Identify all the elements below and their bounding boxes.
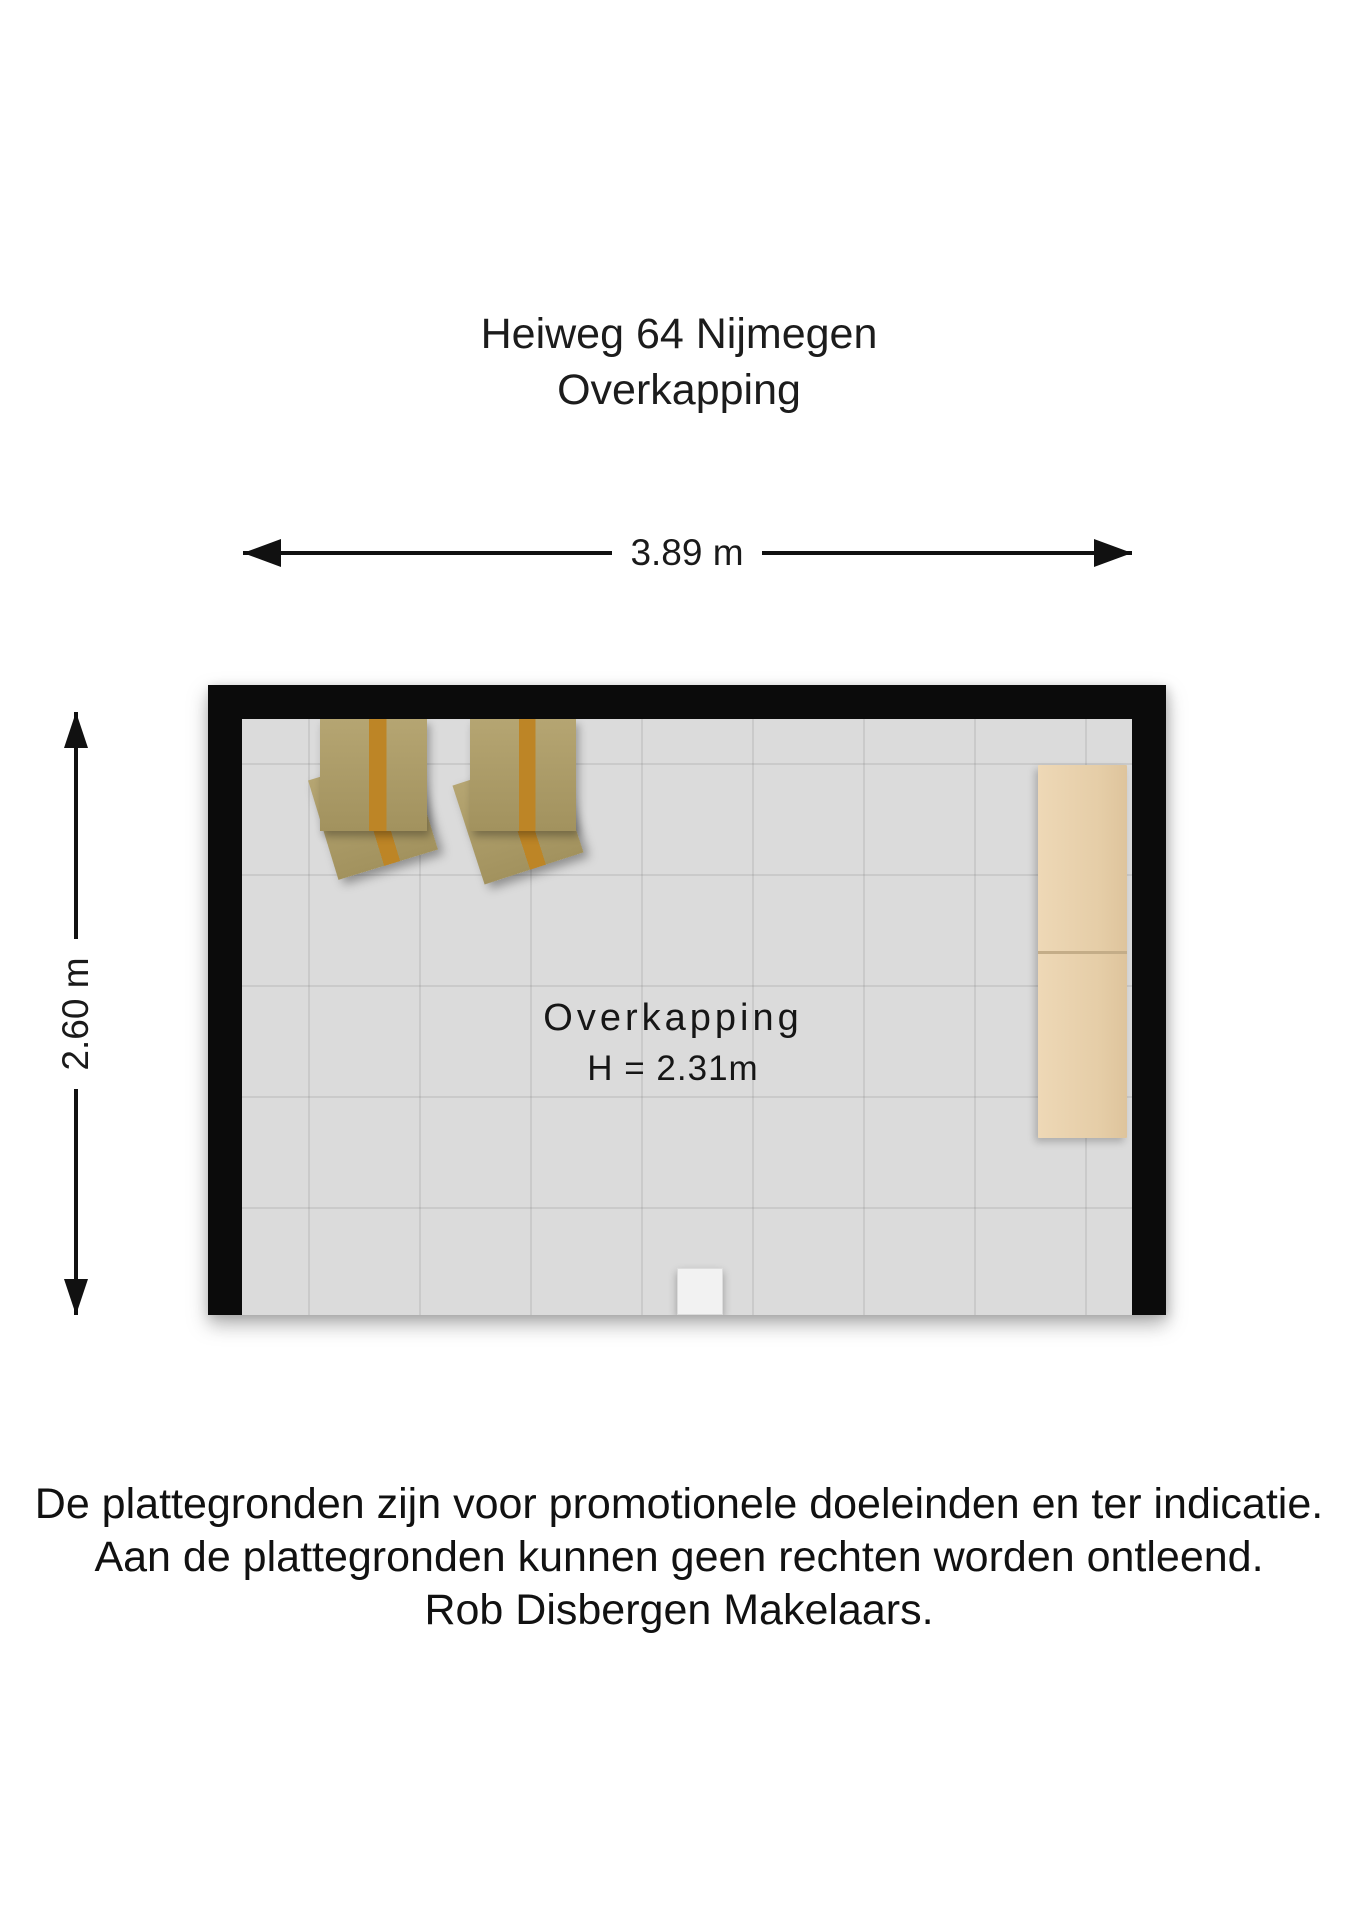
room-name-label: Overkapping [543, 997, 803, 1039]
disclaimer-line-1: De plattegronden zijn voor promotionele doeleinden en ter indicatie. [34, 1480, 1324, 1528]
plan-title-subtitle: Overkapping [557, 366, 801, 414]
stacked-chair-right-top [470, 719, 576, 831]
room-ceiling-height-label: H = 2.31m [587, 1049, 759, 1088]
stacked-chair-left-top [320, 719, 427, 831]
plan-title-address: Heiweg 64 Nijmegen [480, 310, 878, 358]
height-dimension-label: 2.60 m [53, 939, 99, 1089]
plan-title [0, 306, 1358, 418]
room-overkapping [208, 685, 1166, 1315]
disclaimer-line-2: Aan de plattegronden kunnen geen rechten worden ontleend. [94, 1533, 1264, 1581]
disclaimer [0, 1478, 1358, 1637]
disclaimer-line-3: Rob Disbergen Makelaars. [424, 1586, 934, 1634]
tiled-floor [242, 719, 1132, 1315]
arrow-right-icon [1094, 539, 1132, 567]
arrow-up-icon [64, 712, 88, 748]
width-dimension-label: 3.89 m [612, 528, 762, 578]
support-post [677, 1268, 723, 1315]
arrow-left-icon [243, 539, 281, 567]
room-label [242, 997, 1118, 1089]
arrow-down-icon [64, 1279, 88, 1315]
cabinet-seam [1038, 951, 1127, 954]
